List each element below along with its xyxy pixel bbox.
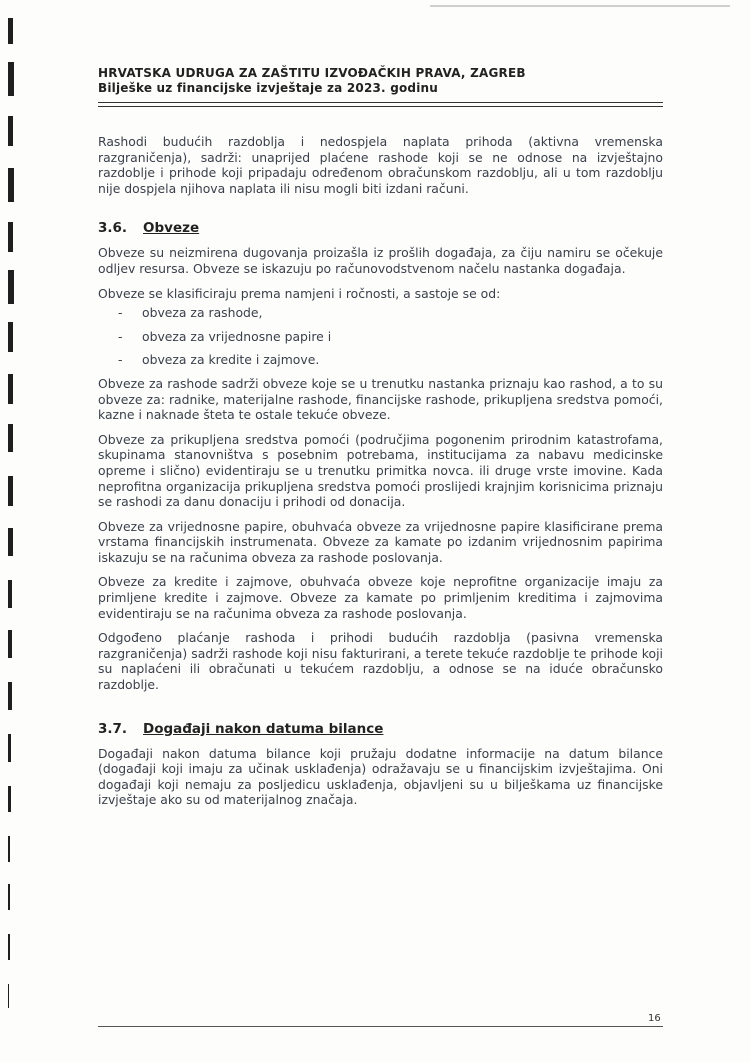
scan-artifact-line xyxy=(430,5,730,7)
section-number: 3.6. xyxy=(98,220,128,237)
page-body xyxy=(98,134,663,808)
page-header xyxy=(98,66,668,96)
header-document-title: Bilješke uz financijske izvještaje za 2023. godinu xyxy=(98,81,439,95)
section-heading-dogadaji xyxy=(98,721,663,737)
paragraph: Obveze za kredite i zajmove, obuhvaća obveze koje neprofitne organizacije imaju za primljene kredite i zajmove. Obveze za kamate po primljenim kreditima i zajmovima evidentiraju se na računima obveza za rashode poslovanja. xyxy=(98,574,663,621)
paragraph: Obveze za prikupljena sredstva pomoći (područjima pogonenim prirodnim katastrofama, skupinama stanovništva s posebnim potrebama, institucijama za nabavu medicinske opreme i slično) evidentiraju se u trenutku primitka novca. ili druge vrste imovine. Kada neprofitna organizacija prikupljena sredstva pomoći proslijedi krajnjim korisnicima priznaju se rashodi za danu donaciju i prihodi od donacija. xyxy=(98,431,663,510)
header-organization: HRVATSKA UDRUGA ZA ZAŠTITU IZVOĐAČKIH PRAVA, ZAGREB xyxy=(98,66,526,80)
paragraph: Obveze za vrijednosne papire, obuhvaća obveze za vrijednosne papire klasificirane prema vrstama financijskih instrumenata. Obveze za kamate po izdanim vrijednosnim papirima iskazuju se na računima obveza za rashode poslovanja. xyxy=(98,518,663,565)
section-number: 3.7. xyxy=(98,720,128,737)
scan-binding-marks xyxy=(0,0,30,1062)
list-item: - obveza za rashode, xyxy=(98,305,663,321)
header-rule-bottom xyxy=(98,106,663,107)
paragraph: Događaji nakon datuma bilance koji pružaju dodatne informacije na datum bilance (događaji koji imaju za učinak usklađenja) odražavaju se u financijskim izvještajima. Oni događaji koji nemaju za posljedicu usklađenja, objavljeni su u bilješkama uz financijske izvještaje ako su od materijalnog značaja. xyxy=(98,745,663,808)
footer-rule xyxy=(98,1026,663,1027)
paragraph: Odgođeno plaćanje rashoda i prihodi budućih razdoblja (pasivna vremenska razgraničenja) sadrži rashode koji nisu fakturirani, a terete tekuće razdoblje te prihode koji su naplaćeni ili obračunati u tekućem razdoblju, a odnose se na iduće obračunsko razdoblje. xyxy=(98,630,663,693)
section-title: Obveze xyxy=(143,220,200,237)
paragraph: Obveze su neizmirena dugovanja proizašla iz prošlih događaja, za čiju namiru se očekuje odljev resursa. Obveze se iskazuju po računovodstvenom načelu nastanka događaja. xyxy=(98,245,663,276)
paragraph: Obveze za rashode sadrži obveze koje se u trenutku nastanka priznaju kao rashod, a to su obveze za: radnike, materijalne rashode, financijske rashode, prikupljena sredstva pomoći, kazne i naknade šteta te ostale tekuće obveze. xyxy=(98,375,663,423)
paragraph: Obveze se klasificiraju prema namjeni i ročnosti, a sastoje se od: xyxy=(98,285,501,301)
page-number: 16 xyxy=(648,1013,661,1024)
header-rule-top xyxy=(98,102,663,103)
list-item: - obveza za kredite i zajmove. xyxy=(98,352,663,368)
section-heading-obveze xyxy=(98,220,663,236)
intro-paragraph: Rashodi budućih razdoblja i nedospjela naplata prihoda (aktivna vremenska razgraničenja), sadrži: unaprijed plaćene rashode koji se ne odnose na izvještajno razdoblje i prihode koji pripadaju određenom obračunskom razdoblju, ali u tom razdoblju nije dospjela njihova naplata ili nisu mogli biti izdani računi. xyxy=(98,134,663,196)
section-title: Događaji nakon datuma bilance xyxy=(143,720,384,737)
obligations-list xyxy=(98,305,663,368)
list-item: - obveza za vrijednosne papire i xyxy=(98,329,663,345)
